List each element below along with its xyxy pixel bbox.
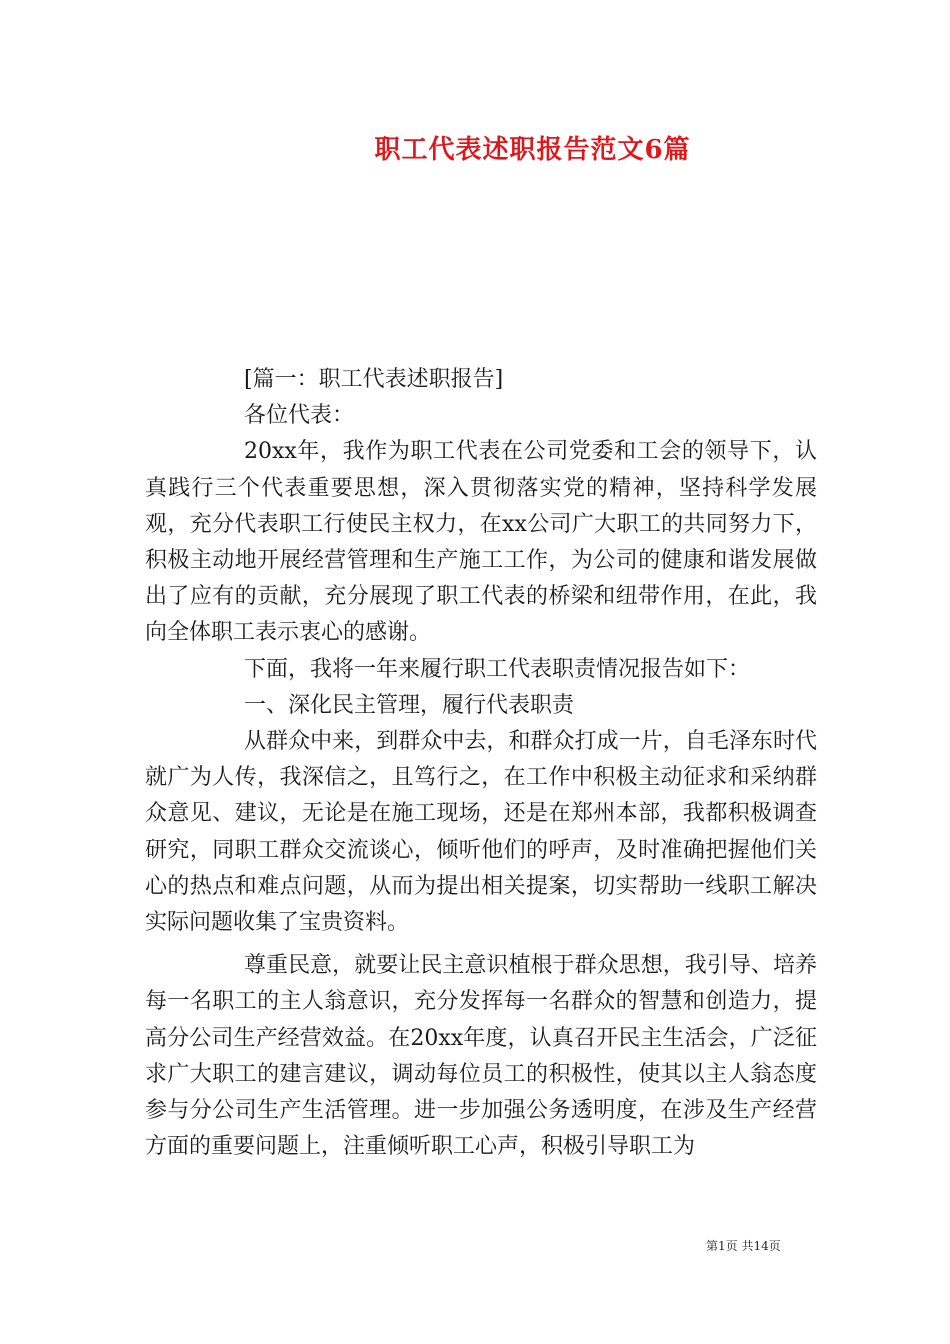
page-number: 第1页 共14页 <box>706 1239 781 1253</box>
section-heading: [篇一：职工代表述职报告] <box>244 367 504 392</box>
document-title: 职工代表述职报告范文6篇 <box>374 135 691 165</box>
paragraph: 下面，我将一年来履行职工代表职责情况报告如下： <box>244 656 751 682</box>
subheading: 一、深化民主管理，履行代表职责 <box>244 692 575 718</box>
document-body <box>145 362 817 1165</box>
paragraph: 20xx年，我作为职工代表在公司党委和工会的领导下，认真践行三个代表重要思想，深入贯彻落实党的精神，坚持科学发展观，充分代表职工行使民主权力，在xx公司广大职工的共同努力下，积极主动地开展经营管理和生产施工工作，为公司的健康和谐发展做出了应有的贡献，充分展现了职工代表的桥梁和纽带作用，在此，我向全体职工表示衷心的感谢。 <box>145 439 817 646</box>
paragraph: 从群众中来，到群众中去，和群众打成一片，自毛泽东时代就广为人传，我深信之，且笃行之，在工作中积极主动征求和采纳群众意见、建议，无论是在施工现场，还是在郑州本部，我都积极调查研究，同职工群众交流谈心，倾听他们的呼声，及时准确把握他们关心的热点和难点问题，从而为提出相关提案，切实帮助一线职工解决实际问题收集了宝贵资料。 <box>145 729 817 936</box>
paragraph: 尊重民意，就要让民主意识植根于群众思想，我引导、培养每一名职工的主人翁意识，充分发挥每一名群众的智慧和创造力，提高分公司生产经营效益。在20xx年度，认真召开民主生活会，广泛征求广大职工的建言建议，调动每位员工的积极性，使其以主人翁态度参与分公司生产生活管理。进一步加强公务透明度，在涉及生产经营方面的重要问题上，注重倾听职工心声，积极引导职工为 <box>145 953 817 1160</box>
salutation: 各位代表： <box>244 403 355 429</box>
